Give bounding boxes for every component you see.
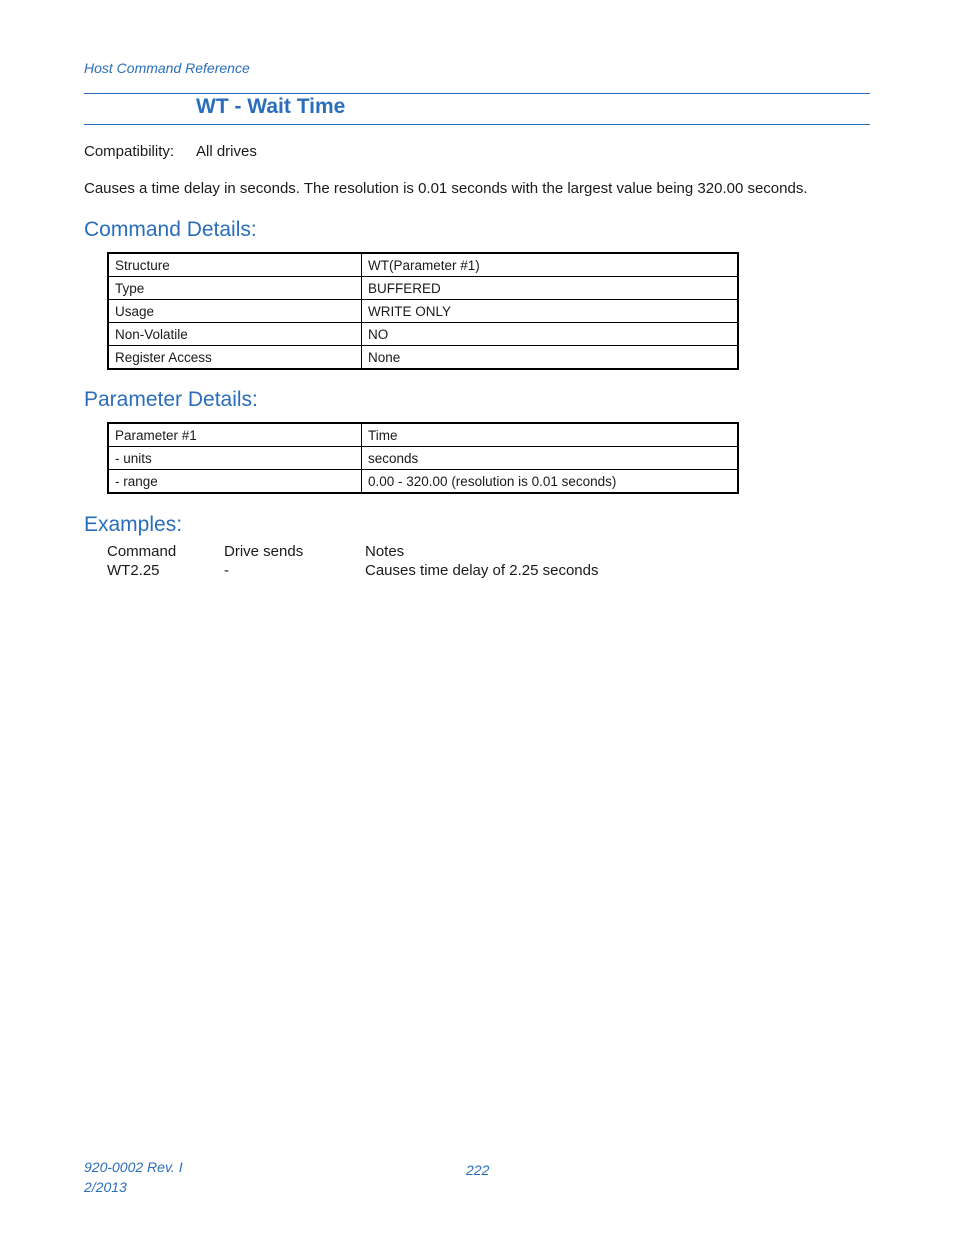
table-row (108, 470, 738, 494)
table-cell-value: WT(Parameter #1) (362, 253, 739, 277)
table-cell-key: - units (108, 447, 362, 470)
footer-doc-number: 920-0002 Rev. I (84, 1159, 183, 1175)
page-number: 222 (466, 1162, 490, 1178)
command-details-heading: Command Details: (84, 218, 257, 241)
table-row (108, 423, 738, 447)
table-cell-value: WRITE ONLY (362, 300, 739, 323)
table-cell-value: Time (362, 423, 739, 447)
examples-column-header-notes: Notes (365, 543, 405, 560)
table-row (108, 447, 738, 470)
table-row (108, 346, 738, 370)
table-cell-value: BUFFERED (362, 277, 739, 300)
command-description: Causes a time delay in seconds. The resolution is 0.01 seconds with the largest value being 320.00 seconds. (84, 180, 808, 197)
table-cell-key: Structure (108, 253, 362, 277)
examples-column-header-command: Command (107, 543, 177, 560)
table-row (108, 323, 738, 346)
running-header: Host Command Reference (84, 60, 250, 76)
example-notes: Causes time delay of 2.25 seconds (365, 562, 599, 579)
table-row (108, 277, 738, 300)
table-cell-value: None (362, 346, 739, 370)
parameter-details-heading: Parameter Details: (84, 388, 258, 411)
examples-heading: Examples: (84, 513, 183, 536)
compatibility-value: All drives (196, 143, 257, 160)
example-drive-sends: - (224, 562, 229, 579)
examples-column-header-drive-sends: Drive sends (224, 543, 304, 560)
command-details-table (107, 252, 739, 370)
table-cell-key: Type (108, 277, 362, 300)
table-cell-key: - range (108, 470, 362, 494)
compatibility-label: Compatibility: (84, 143, 175, 160)
table-row (108, 253, 738, 277)
table-row (108, 300, 738, 323)
table-cell-value: 0.00 - 320.00 (resolution is 0.01 seconds) (362, 470, 739, 494)
title-rule-bottom (84, 124, 870, 125)
table-cell-value: seconds (362, 447, 739, 470)
table-cell-key: Register Access (108, 346, 362, 370)
table-cell-key: Parameter #1 (108, 423, 362, 447)
table-cell-value: NO (362, 323, 739, 346)
footer-date: 2/2013 (84, 1179, 127, 1195)
table-cell-key: Usage (108, 300, 362, 323)
title-rule-top (84, 93, 870, 94)
table-cell-key: Non-Volatile (108, 323, 362, 346)
page-title: WT - Wait Time (196, 95, 346, 118)
example-command: WT2.25 (107, 562, 160, 579)
parameter-details-table (107, 422, 739, 494)
